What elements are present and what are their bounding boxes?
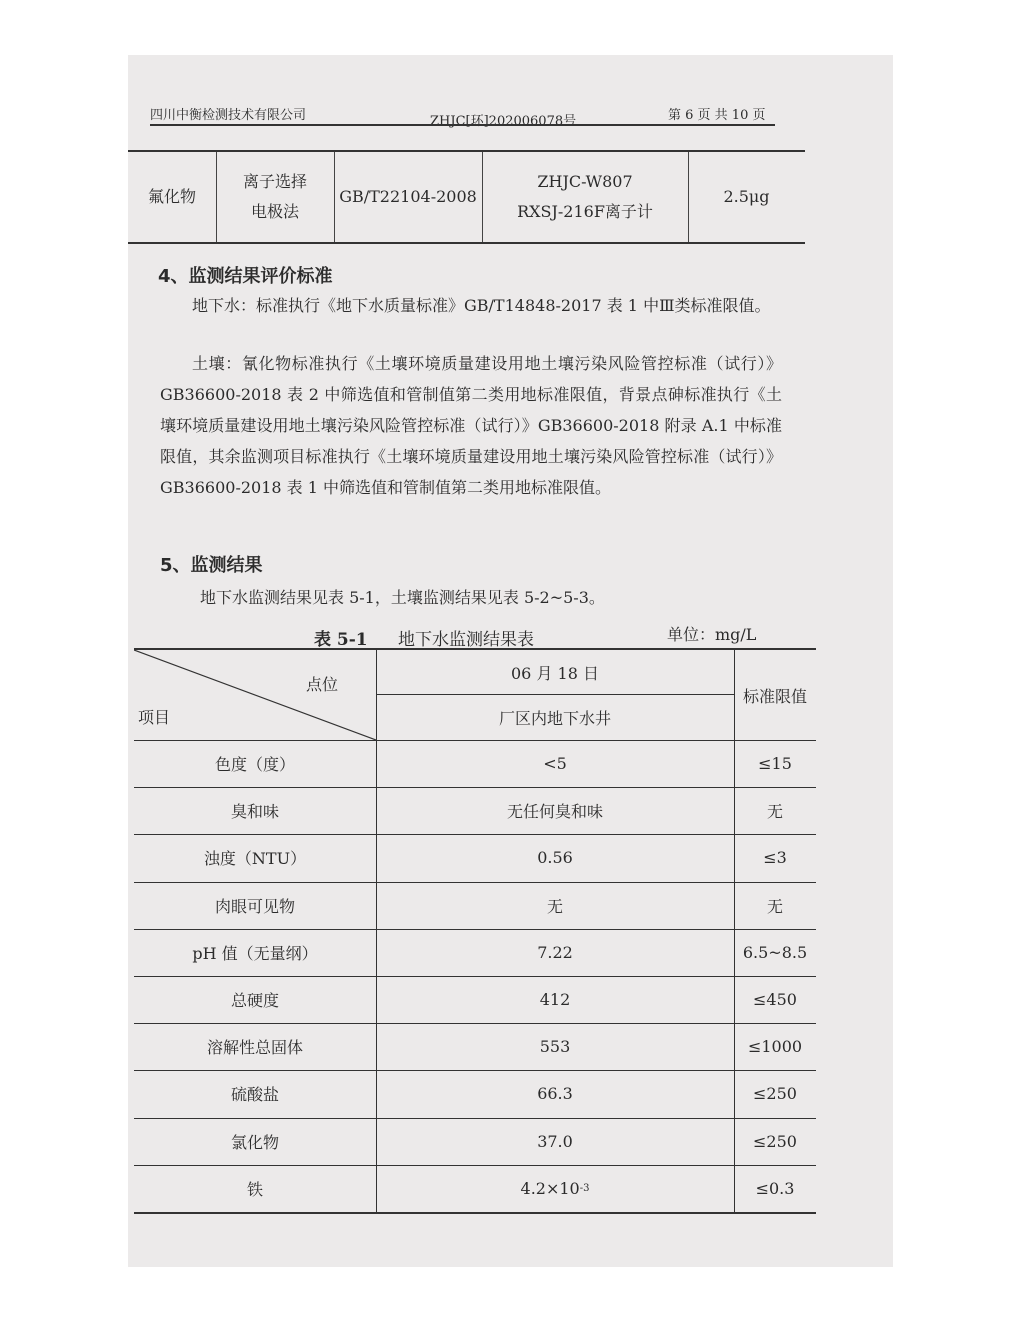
- method-name-line2: 电极法: [250, 202, 299, 221]
- row-value: 412: [539, 990, 571, 1010]
- row-limit: ≤450: [753, 990, 797, 1010]
- row-limit: ≤1000: [747, 1037, 803, 1057]
- groundwater-results-table: [134, 648, 816, 1214]
- row-item: pH 值（无量纲）: [192, 943, 318, 963]
- row-value: 7.22: [537, 942, 573, 962]
- row-item: 臭和味: [230, 802, 279, 822]
- table-caption-number: 表 5-1: [314, 630, 368, 650]
- method-table: [128, 150, 805, 244]
- section4-heading: 4、监测结果评价标准: [158, 266, 333, 287]
- row-value: <5: [543, 754, 567, 774]
- row-limit: 无: [766, 802, 783, 822]
- row-value: 无任何臭和味: [506, 802, 603, 822]
- header-page-info: 第 6 页 共 10 页: [668, 108, 766, 123]
- row-limit: ≤15: [758, 754, 792, 774]
- diagonal-header-line: [134, 650, 376, 740]
- row-value: 553: [539, 1037, 571, 1057]
- table-unit: 单位：mg/L: [667, 625, 757, 644]
- row-value: 37.0: [537, 1131, 573, 1151]
- method-standard-cell: [334, 152, 483, 242]
- limit-header: 标准限值: [742, 686, 807, 706]
- row-item: 肉眼可见物: [214, 896, 295, 916]
- header-report-number: ZHJC[环]202006078号: [430, 114, 577, 129]
- row-limit: 6.5~8.5: [742, 942, 808, 962]
- diag-bottom-label: 项目: [138, 708, 171, 727]
- section5-intro: 地下水监测结果见表 5-1，土壤监测结果见表 5-2~5-3。: [200, 588, 605, 607]
- row-limit: ≤0.3: [755, 1178, 795, 1198]
- header-company: 四川中衡检测技术有限公司: [150, 108, 307, 123]
- row-limit: ≤250: [753, 1131, 797, 1151]
- detection-limit: 2.5μg: [723, 187, 770, 206]
- row-item: 硫酸盐: [230, 1085, 279, 1105]
- section4-groundwater: 地下水：标准执行《地下水质量标准》GB/T14848-2017 表 1 中Ⅲ类标准限值。: [192, 296, 771, 315]
- row-item: 浊度（NTU）: [203, 849, 307, 869]
- row-item: 总硬度: [230, 991, 279, 1011]
- row-value-exponent: -3: [579, 1182, 590, 1194]
- row-value: 0.56: [537, 848, 573, 868]
- method-name-cell: [216, 152, 335, 242]
- row-value: 无: [546, 896, 563, 916]
- diag-top-label: 点位: [306, 675, 339, 694]
- row-limit: ≤250: [753, 1084, 797, 1104]
- row-item: 氯化物: [230, 1132, 279, 1152]
- method-item-cell: [128, 152, 217, 242]
- row-value: [376, 1165, 734, 1212]
- header-rule: [150, 124, 775, 126]
- instrument-model: RXSJ-216F离子计: [517, 202, 653, 221]
- row-item: 溶解性总固体: [206, 1038, 303, 1058]
- row-limit: 无: [766, 896, 783, 916]
- row-value: 66.3: [537, 1084, 573, 1104]
- row-item: 铁: [246, 1179, 263, 1199]
- instrument-id: ZHJC-W807: [537, 172, 633, 191]
- row-value-base: 4.2×10: [520, 1178, 580, 1198]
- method-item: 氟化物: [147, 187, 196, 206]
- row-limit: ≤3: [763, 848, 787, 868]
- method-standard: GB/T22104-2008: [339, 187, 477, 206]
- section5-heading: 5、监测结果: [160, 555, 263, 576]
- method-instrument-cell: [482, 152, 689, 242]
- section4-soil: 土壤：氰化物标准执行《土壤环境质量建设用地土壤污染风险管控标准（试行）》GB36600-2018 表 2 中筛选值和管制值第二类用地标准限值，背景点砷标准执行《土壤环境质量建设用地土壤污染风险管控标准（试行）》GB36600-2018 附录 A.1 中标准限值，其余监测项目标准执行《土壤环境质量建设用地土壤污染风险管控标准（试行）》GB36600-2018 表 1 中筛选值和管制值第二类用地标准限值。: [160, 354, 782, 497]
- method-name-line1: 离子选择: [242, 172, 307, 191]
- date-header: 06 月 18 日: [511, 663, 599, 683]
- site-header: 厂区内地下水井: [498, 708, 611, 728]
- row-item: 色度（度）: [214, 755, 295, 775]
- method-limit-cell: [688, 152, 805, 242]
- table-caption-title: 地下水监测结果表: [398, 630, 534, 650]
